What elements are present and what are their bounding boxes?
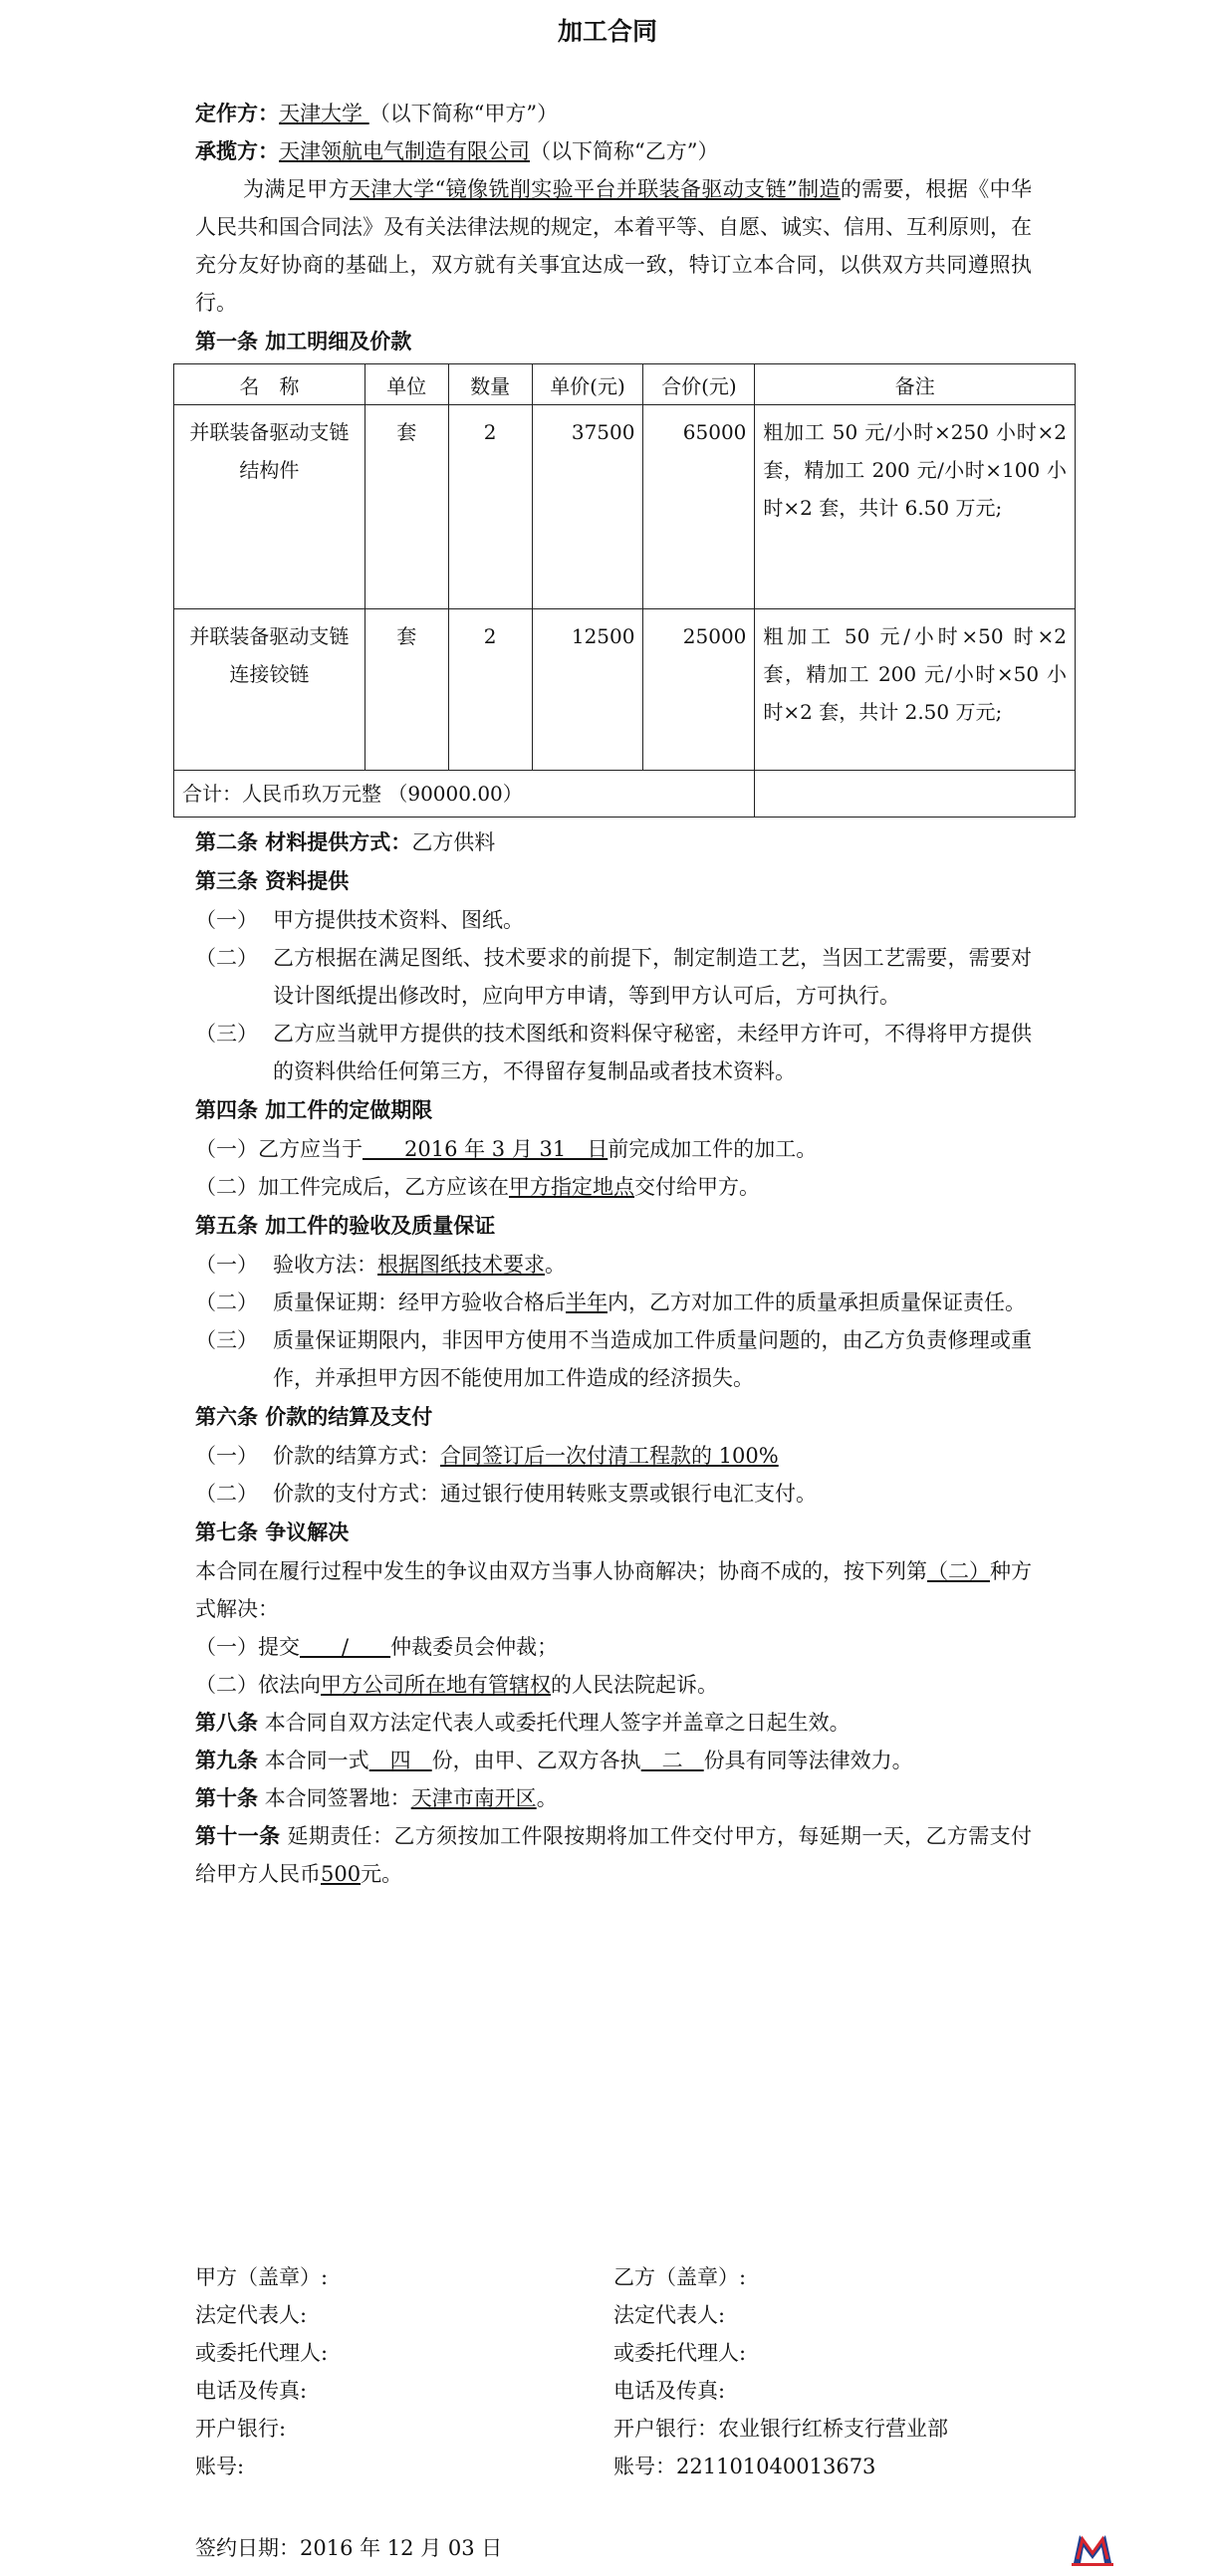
item-text: 的人民法院起诉。 xyxy=(551,1673,718,1697)
item-text: 乙方根据在满足图纸、技术要求的前提下，制定制造工艺，当因工艺需要，需要对设计图纸提出修改时，应向甲方申请，等到甲方认可后，方可执行。 xyxy=(273,946,1032,1008)
party-b-line xyxy=(195,132,1032,170)
article-1-heading: 第一条 加工明细及价款 xyxy=(195,329,412,353)
list-item xyxy=(195,901,1032,939)
column-header: 合价(元) xyxy=(643,364,755,405)
item-text: 种方式解决： xyxy=(195,1559,1032,1621)
article-10-heading: 第十条 xyxy=(195,1785,258,1810)
court-jurisdiction: 甲方公司所在地有管辖权 xyxy=(321,1673,551,1697)
cell-sum-note xyxy=(755,771,1076,818)
article-2 xyxy=(195,823,1032,861)
list-item xyxy=(195,1015,1081,1090)
acceptance-method: 根据图纸技术要求 xyxy=(377,1253,545,1277)
copies-each: 二 xyxy=(640,1749,704,1772)
column-header: 名 称 xyxy=(174,364,365,405)
sign-row xyxy=(195,2296,1092,2334)
table-row xyxy=(174,405,1076,609)
article-4-item-1 xyxy=(195,1130,1032,1168)
party-a-suffix: （以下简称“甲方”） xyxy=(368,102,559,125)
item-number: （二） xyxy=(195,1290,258,1314)
item-text: 交付给甲方。 xyxy=(634,1175,760,1199)
item-text: 本合同签署地： xyxy=(264,1786,411,1810)
cell-qty: 2 xyxy=(448,405,532,609)
party-a-line xyxy=(195,95,1032,132)
sign-row xyxy=(195,2448,1092,2485)
article-8-text: 本合同自双方法定代表人或委托代理人签字并盖章之日起生效。 xyxy=(264,1711,850,1735)
item-text: 。 xyxy=(536,1786,558,1810)
column-header: 单价(元) xyxy=(532,364,643,405)
item-number: （一） xyxy=(195,1444,258,1468)
item-number: （一） xyxy=(195,1253,258,1277)
party-a-agent: 或委托代理人: xyxy=(195,2341,329,2365)
cell-sum: 合计：人民币玖万元整 （90000.00） xyxy=(174,771,755,818)
party-b-representative: 法定代表人: xyxy=(613,2303,726,2327)
company-logo-icon xyxy=(1070,2529,1115,2567)
item-text: 质量保证期限内，非因甲方使用不当造成加工件质量问题的，由乙方负责修理或重作，并承担甲方因不能使用加工件造成的经济损失。 xyxy=(273,1328,1032,1390)
cell-note: 粗加工 50 元/小时×250 小时×2 套，精加工 200 元/小时×100 小时×2 套，共计 6.50 万元; xyxy=(755,405,1076,609)
cell-name: 并联装备驱动支链结构件 xyxy=(174,405,365,609)
list-item xyxy=(195,1289,1032,1315)
article-4-item-2 xyxy=(195,1168,1032,1206)
intro-part-1: 为满足甲方 xyxy=(243,177,350,201)
article-8 xyxy=(195,1704,1032,1742)
item-text: 。 xyxy=(545,1253,566,1277)
item-text: 份，由甲、乙双方各执 xyxy=(431,1749,641,1772)
item-number: （一） xyxy=(195,908,258,932)
signing-date: 签约日期：2016 年 12 月 03 日 xyxy=(195,2536,503,2560)
item-text: 价款的支付方式：通过银行使用转账支票或银行电汇支付。 xyxy=(273,1482,817,1506)
deadline-date: 2016 年 3 月 31 日 xyxy=(363,1137,608,1161)
article-11-heading: 第十一条 xyxy=(195,1823,281,1848)
list-item xyxy=(195,1246,1032,1284)
item-text: 质量保证期：经甲方验收合格后 xyxy=(273,1290,566,1314)
cell-total: 65000 xyxy=(643,405,755,609)
intro-paragraph xyxy=(195,170,1032,322)
item-text: （二）依法向 xyxy=(195,1673,321,1697)
party-b-account: 账号：221101040013673 xyxy=(613,2455,876,2478)
list-item xyxy=(195,1437,1032,1475)
party-b-label: 承揽方： xyxy=(195,138,279,163)
article-7-option-2 xyxy=(195,1666,1032,1704)
penalty-amount: 500 xyxy=(321,1862,362,1886)
list-item xyxy=(195,1475,1032,1513)
party-a-bank: 开户银行: xyxy=(195,2417,287,2441)
sign-row xyxy=(195,2410,1092,2448)
cell-unit-price: 37500 xyxy=(532,405,643,609)
party-b-phone-fax: 电话及传真: xyxy=(613,2379,726,2403)
signature-block xyxy=(195,2258,1092,2485)
dispute-choice: （二） xyxy=(927,1559,990,1583)
article-7-heading: 第七条 争议解决 xyxy=(195,1520,350,1544)
item-text: （二）加工件完成后，乙方应该在 xyxy=(195,1175,509,1199)
table-header-row xyxy=(174,364,1076,405)
column-header: 备注 xyxy=(755,364,1076,405)
article-9 xyxy=(195,1742,1032,1779)
item-number: （三） xyxy=(195,1328,258,1352)
cell-note: 粗加工 50 元/小时×50 时×2 套，精加工 200 元/小时×50 小时×2 套，共计 2.50 万元; xyxy=(755,609,1076,771)
delivery-place: 甲方指定地点 xyxy=(509,1175,634,1199)
intro-part-3: 的需要，根据《中华人民共和国合同法》及有关法律法规的规定，本着平等、自愿、诚实、信用、互利原则，在充分友好协商的基础上，双方就有关事宜达成一致，特订立本合同，以供双方共同遵照执行。 xyxy=(195,177,1032,315)
party-b-bank: 开户银行：农业银行红桥支行营业部 xyxy=(613,2417,948,2441)
cell-unit-price: 12500 xyxy=(532,609,643,771)
column-header: 数量 xyxy=(448,364,532,405)
item-text: 延期责任：乙方须按加工件限按期将加工件交付甲方，每延期一天，乙方需支付给甲方人民币 xyxy=(195,1824,1032,1886)
item-text: 乙方应当就甲方提供的技术图纸和资料保守秘密，未经甲方许可，不得将甲方提供 的资料供给任何第三方，不得留存复制品或者技术资料。 xyxy=(273,1022,1081,1083)
article-2-heading: 第二条 材料提供方式： xyxy=(195,829,412,854)
item-text: 元。 xyxy=(361,1862,403,1886)
contract-body xyxy=(182,95,1081,1893)
sign-row xyxy=(195,2372,1092,2410)
item-text: （一）提交 xyxy=(195,1635,300,1659)
article-11 xyxy=(195,1817,1032,1893)
item-text: 甲方提供技术资料、图纸。 xyxy=(273,908,524,932)
item-text: （一）乙方应当于 xyxy=(195,1137,363,1161)
page-title: 加工合同 xyxy=(557,17,657,46)
list-item xyxy=(195,939,1032,1015)
item-number: （二） xyxy=(195,946,258,970)
party-b-agent: 或委托代理人: xyxy=(613,2341,747,2365)
cell-name: 并联装备驱动支链连接铰链 xyxy=(174,609,365,771)
item-text: 份具有同等法律效力。 xyxy=(703,1749,913,1772)
item-text: 本合同一式 xyxy=(264,1749,369,1772)
warranty-period: 半年 xyxy=(566,1290,608,1314)
party-a-name: 天津大学 xyxy=(279,102,369,125)
party-b-name: 天津领航电气制造有限公司 xyxy=(279,139,530,163)
item-number: （三） xyxy=(195,1022,258,1046)
cell-qty: 2 xyxy=(448,609,532,771)
intro-project-name: 天津大学“镜像铣削实验平台并联装备驱动支链”制造 xyxy=(349,177,841,201)
cell-unit: 套 xyxy=(364,405,448,609)
item-text: 内，乙方对加工件的质量承担质量保证责任。 xyxy=(608,1290,1026,1314)
article-7-option-1 xyxy=(195,1628,1032,1666)
table-sum-row xyxy=(174,771,1076,818)
item-number: （二） xyxy=(195,1482,258,1506)
list-item xyxy=(195,1321,1032,1397)
cell-unit: 套 xyxy=(364,609,448,771)
party-b-seal: 乙方（盖章）: xyxy=(613,2265,747,2289)
table-row xyxy=(174,609,1076,771)
party-a-label: 定作方： xyxy=(195,101,279,125)
article-2-text: 乙方供料 xyxy=(411,830,496,854)
items-table xyxy=(173,363,1076,818)
party-a-representative: 法定代表人: xyxy=(195,2303,308,2327)
article-7-text xyxy=(195,1552,1032,1628)
item-text: 前完成加工件的加工。 xyxy=(608,1137,818,1161)
sign-row xyxy=(195,2334,1092,2372)
item-text: 本合同在履行过程中发生的争议由双方当事人协商解决；协商不成的，按下列第 xyxy=(195,1559,927,1583)
item-text: 价款的结算方式： xyxy=(273,1444,440,1468)
article-6-heading: 第六条 价款的结算及支付 xyxy=(195,1404,433,1429)
article-3-heading: 第三条 资料提供 xyxy=(195,868,350,893)
cell-total: 25000 xyxy=(643,609,755,771)
settlement-method: 合同签订后一次付清工程款的 100% xyxy=(440,1444,779,1468)
signing-place: 天津市南开区 xyxy=(410,1786,537,1810)
arbitration-committee: / xyxy=(300,1635,391,1659)
article-4-heading: 第四条 加工件的定做期限 xyxy=(195,1097,433,1122)
column-header: 单位 xyxy=(364,364,448,405)
party-a-phone-fax: 电话及传真: xyxy=(195,2379,308,2403)
article-9-heading: 第九条 xyxy=(195,1748,258,1772)
article-5-heading: 第五条 加工件的验收及质量保证 xyxy=(195,1213,496,1238)
copies-count: 四 xyxy=(368,1749,432,1772)
article-8-heading: 第八条 xyxy=(195,1710,258,1735)
sign-row xyxy=(195,2258,1092,2296)
party-b-suffix: （以下简称“乙方”） xyxy=(530,139,719,163)
party-a-seal: 甲方（盖章）: xyxy=(195,2265,329,2289)
party-a-account: 账号: xyxy=(195,2455,245,2478)
item-text: 验收方法： xyxy=(273,1253,377,1277)
article-10 xyxy=(195,1779,1032,1817)
item-text: 仲裁委员会仲裁； xyxy=(390,1635,559,1659)
